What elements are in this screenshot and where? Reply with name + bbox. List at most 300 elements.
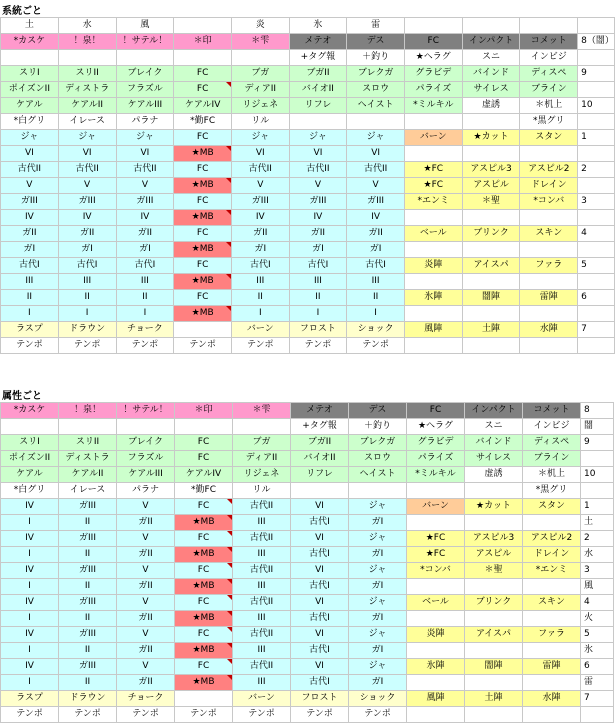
spell-cell[interactable]: ガII (116, 226, 174, 242)
spell-cell[interactable]: テンポ (289, 338, 347, 354)
spell-cell[interactable] (462, 210, 520, 226)
row-level-label[interactable]: 1 (581, 499, 614, 515)
spell-cell[interactable]: II (59, 515, 117, 531)
spell-cell[interactable]: 炎陣 (404, 258, 462, 274)
spell-cell[interactable]: 古代II (347, 162, 405, 178)
spell-cell[interactable]: パライズ (404, 82, 462, 98)
spell-cell[interactable]: ベール (404, 226, 462, 242)
spell-cell[interactable] (462, 242, 520, 258)
spell-cell[interactable]: ★FC (407, 547, 465, 563)
spell-cell[interactable] (462, 114, 520, 130)
spell-cell[interactable]: ガIII (116, 194, 174, 210)
spell-cell[interactable] (175, 691, 233, 707)
spell-cell[interactable]: ジャ (116, 130, 174, 146)
spell-cell[interactable]: ★FC (407, 531, 465, 547)
spell-cell[interactable]: 古代II (116, 162, 174, 178)
spell-cell[interactable]: +タグ報 (289, 50, 347, 66)
spell-cell[interactable]: IV (1, 210, 59, 226)
spell-cell[interactable]: ガIII (59, 627, 117, 643)
spell-cell[interactable]: ガI (116, 242, 174, 258)
spell-cell[interactable]: パラナ (116, 114, 174, 130)
spell-cell[interactable]: I (58, 306, 116, 322)
spell-cell[interactable]: III (289, 274, 347, 290)
spell-cell[interactable]: ショック (347, 322, 405, 338)
spell-cell[interactable]: FC (407, 403, 465, 419)
spell-cell[interactable]: IV (1, 563, 59, 579)
spell-cell[interactable]: VI (291, 627, 349, 643)
spell-cell[interactable] (520, 338, 578, 354)
spell-cell[interactable]: バーン (233, 691, 291, 707)
spell-cell[interactable]: II (58, 290, 116, 306)
spell-cell[interactable]: V (347, 178, 405, 194)
spell-cell[interactable]: FC (174, 82, 232, 98)
spell-cell[interactable]: スリII (59, 435, 117, 451)
spell-cell[interactable]: ディストラ (59, 451, 117, 467)
row-level-label[interactable] (578, 18, 615, 34)
spell-cell[interactable]: I (1, 579, 59, 595)
spell-cell[interactable]: ★MB (174, 306, 232, 322)
spell-cell[interactable]: 古代I (291, 675, 349, 691)
row-level-label[interactable]: 3 (578, 194, 615, 210)
spell-cell[interactable]: ジャ (349, 531, 407, 547)
spell-cell[interactable]: グラビデ (407, 435, 465, 451)
spell-cell[interactable] (174, 322, 232, 338)
spell-cell[interactable]: ガIII (58, 194, 116, 210)
spell-cell[interactable]: メテオ (289, 34, 347, 50)
row-level-label[interactable]: 風 (581, 579, 614, 595)
spell-cell[interactable] (347, 114, 405, 130)
spell-cell[interactable]: II (347, 290, 405, 306)
spell-cell[interactable]: チョーク (117, 691, 175, 707)
spell-cell[interactable]: チョーク (116, 322, 174, 338)
spell-cell[interactable]: ★ヘラグ (407, 419, 465, 435)
spell-cell[interactable]: イレース (58, 114, 116, 130)
spell-cell[interactable]: ★MB (174, 146, 232, 162)
spell-cell[interactable]: ポイズンII (1, 82, 59, 98)
spell-cell[interactable]: ガIII (289, 194, 347, 210)
spell-cell[interactable] (465, 483, 523, 499)
spell-cell[interactable] (407, 643, 465, 659)
spell-cell[interactable]: ガI (347, 242, 405, 258)
spell-cell[interactable]: ジャ (347, 130, 405, 146)
spell-cell[interactable]: テンポ (231, 338, 289, 354)
spell-cell[interactable]: 風陣 (407, 691, 465, 707)
spell-cell[interactable]: 風陣 (404, 322, 462, 338)
spell-cell[interactable]: IV (58, 210, 116, 226)
row-level-label[interactable]: 9 (578, 66, 615, 82)
spell-cell[interactable]: ＊雫 (231, 34, 289, 50)
spell-cell[interactable]: 雷陣 (523, 659, 581, 675)
spell-cell[interactable]: IV (116, 210, 174, 226)
spell-cell[interactable]: ＊印 (174, 34, 232, 50)
spell-cell[interactable]: 水陣 (520, 322, 578, 338)
row-level-label[interactable]: 6 (578, 290, 615, 306)
spell-cell[interactable]: 土陣 (465, 691, 523, 707)
spell-cell[interactable]: ショック (349, 691, 407, 707)
spell-cell[interactable]: ＊聖 (462, 194, 520, 210)
row-level-label[interactable]: 闇 (581, 419, 614, 435)
spell-cell[interactable]: ガI (349, 611, 407, 627)
spell-cell[interactable]: テンポ (233, 707, 291, 723)
spell-cell[interactable]: テンポ (174, 338, 232, 354)
spell-cell[interactable]: ★MB (175, 515, 233, 531)
spell-cell[interactable] (58, 50, 116, 66)
spell-cell[interactable]: ファラ (523, 627, 581, 643)
spell-cell[interactable]: バーン (404, 130, 462, 146)
spell-cell[interactable]: VI (291, 595, 349, 611)
spell-cell[interactable]: VI (291, 499, 349, 515)
spell-cell[interactable]: FC (175, 499, 233, 515)
spell-cell[interactable] (462, 146, 520, 162)
spell-cell[interactable]: アスピル (462, 178, 520, 194)
spell-cell[interactable]: 土 (1, 18, 59, 34)
row-level-label[interactable]: 7 (578, 322, 615, 338)
spell-cell[interactable] (404, 210, 462, 226)
spell-cell[interactable]: テンポ (58, 338, 116, 354)
spell-cell[interactable] (407, 483, 465, 499)
spell-cell[interactable]: 古代I (58, 258, 116, 274)
spell-cell[interactable]: ガI (349, 643, 407, 659)
spell-cell[interactable]: *コンバ (407, 563, 465, 579)
spell-cell[interactable]: ガIII (231, 194, 289, 210)
row-level-label[interactable] (578, 338, 615, 354)
spell-cell[interactable]: ★MB (175, 643, 233, 659)
spell-cell[interactable] (233, 419, 291, 435)
spell-cell[interactable]: III (233, 675, 291, 691)
spell-cell[interactable]: *白グリ (1, 483, 59, 499)
spell-cell[interactable]: V (117, 595, 175, 611)
spell-cell[interactable]: 古代II (233, 627, 291, 643)
spell-cell[interactable] (465, 611, 523, 627)
spell-cell[interactable]: IV (289, 210, 347, 226)
spell-cell[interactable]: 雷 (347, 18, 405, 34)
spell-cell[interactable]: 古代II (233, 499, 291, 515)
spell-cell[interactable]: ！サテル！ (116, 34, 174, 50)
spell-cell[interactable] (407, 579, 465, 595)
spell-cell[interactable]: 闇陣 (465, 659, 523, 675)
spell-cell[interactable]: ガI (349, 515, 407, 531)
spell-cell[interactable] (520, 210, 578, 226)
spell-cell[interactable]: *勤FC (175, 483, 233, 499)
spell-cell[interactable]: ★MB (174, 242, 232, 258)
spell-cell[interactable]: FC (175, 659, 233, 675)
spell-cell[interactable]: 古代I (291, 643, 349, 659)
spell-cell[interactable] (289, 114, 347, 130)
spell-cell[interactable]: ガII (1, 226, 59, 242)
spell-cell[interactable] (523, 579, 581, 595)
row-level-label[interactable] (578, 146, 615, 162)
spell-cell[interactable]: バイオII (289, 82, 347, 98)
spell-cell[interactable]: *エンミ (523, 563, 581, 579)
spell-cell[interactable]: 古代II (233, 595, 291, 611)
spell-cell[interactable]: ガIII (347, 194, 405, 210)
row-level-label[interactable]: 4 (581, 595, 614, 611)
spell-cell[interactable]: 水 (58, 18, 116, 34)
spell-cell[interactable]: ガII (117, 579, 175, 595)
spell-cell[interactable]: ★MB (175, 547, 233, 563)
spell-cell[interactable]: FC (174, 226, 232, 242)
spell-cell[interactable] (407, 515, 465, 531)
row-level-label[interactable] (578, 178, 615, 194)
spell-cell[interactable]: *白グリ (1, 114, 59, 130)
spell-cell[interactable]: II (59, 547, 117, 563)
spell-cell[interactable]: スタン (520, 130, 578, 146)
spell-cell[interactable]: ＋釣り (349, 419, 407, 435)
spell-cell[interactable] (523, 675, 581, 691)
spell-cell[interactable]: 闇陣 (462, 290, 520, 306)
spell-cell[interactable]: ガII (117, 643, 175, 659)
spell-cell[interactable]: IV (347, 210, 405, 226)
spell-cell[interactable]: FC (175, 435, 233, 451)
spell-cell[interactable]: +タグ報 (291, 419, 349, 435)
row-level-label[interactable] (578, 242, 615, 258)
spell-cell[interactable]: *カスケ (1, 34, 59, 50)
row-level-label[interactable]: 8 (581, 403, 614, 419)
spell-cell[interactable]: I (1, 547, 59, 563)
spell-cell[interactable] (349, 483, 407, 499)
spell-cell[interactable]: ＊印 (175, 403, 233, 419)
spell-cell[interactable] (117, 419, 175, 435)
spell-cell[interactable]: ジャ (289, 130, 347, 146)
spell-cell[interactable]: ガII (289, 226, 347, 242)
spell-cell[interactable]: ケアルIV (175, 467, 233, 483)
spell-cell[interactable]: デス (349, 403, 407, 419)
spell-cell[interactable]: VI (291, 563, 349, 579)
row-level-label[interactable]: 2 (581, 531, 614, 547)
spell-cell[interactable]: ★カット (462, 130, 520, 146)
spell-cell[interactable]: FC (174, 258, 232, 274)
spell-cell[interactable]: デス (347, 34, 405, 50)
spell-cell[interactable]: FC (174, 130, 232, 146)
spell-cell[interactable]: *ミルキル (404, 98, 462, 114)
spell-cell[interactable]: VI (289, 146, 347, 162)
spell-cell[interactable]: テンポ (349, 707, 407, 723)
spell-cell[interactable] (462, 306, 520, 322)
spell-cell[interactable]: ドレイン (523, 547, 581, 563)
spell-cell[interactable]: 氷 (289, 18, 347, 34)
spell-cell[interactable]: ガIII (59, 563, 117, 579)
spell-cell[interactable] (462, 338, 520, 354)
spell-cell[interactable]: ジャ (349, 499, 407, 515)
spell-cell[interactable]: ガII (117, 611, 175, 627)
spell-cell[interactable]: III (231, 274, 289, 290)
row-level-label[interactable]: 5 (578, 258, 615, 274)
spell-cell[interactable]: ラスプ (1, 691, 59, 707)
spell-cell[interactable]: 古代II (233, 563, 291, 579)
spell-cell[interactable]: ドラウン (58, 322, 116, 338)
spell-cell[interactable]: スキン (520, 226, 578, 242)
spell-cell[interactable] (175, 419, 233, 435)
spell-cell[interactable]: ★FC (404, 178, 462, 194)
spell-cell[interactable]: ディスペ (520, 66, 578, 82)
spell-cell[interactable]: ＊机上 (523, 467, 581, 483)
spell-cell[interactable]: ガIII (59, 595, 117, 611)
spell-cell[interactable]: リジェネ (233, 467, 291, 483)
spell-cell[interactable]: II (59, 579, 117, 595)
spell-cell[interactable]: VI (291, 659, 349, 675)
spell-cell[interactable]: リフレ (291, 467, 349, 483)
spell-cell[interactable] (404, 274, 462, 290)
spell-cell[interactable]: アスピル3 (465, 531, 523, 547)
spell-cell[interactable]: スロウ (349, 451, 407, 467)
spell-cell[interactable]: ＊机上 (520, 98, 578, 114)
spell-cell[interactable]: ガIII (59, 659, 117, 675)
spell-cell[interactable]: IV (1, 531, 59, 547)
spell-cell[interactable]: リジェネ (231, 98, 289, 114)
spell-cell[interactable]: リフレ (289, 98, 347, 114)
spell-cell[interactable]: III (58, 274, 116, 290)
spell-cell[interactable]: ブリンク (462, 226, 520, 242)
spell-cell[interactable]: *ミルキル (407, 467, 465, 483)
row-level-label[interactable]: 2 (578, 162, 615, 178)
spell-cell[interactable]: ジャ (231, 130, 289, 146)
spell-cell[interactable]: FC (174, 290, 232, 306)
spell-cell[interactable]: ケアルIII (116, 98, 174, 114)
row-level-label[interactable]: 5 (581, 627, 614, 643)
spell-cell[interactable]: ケアル (1, 98, 59, 114)
spell-cell[interactable]: ブガ (233, 435, 291, 451)
spell-cell[interactable] (407, 707, 465, 723)
spell-cell[interactable]: FC (404, 34, 462, 50)
spell-cell[interactable]: バインド (462, 66, 520, 82)
spell-cell[interactable]: ガI (349, 579, 407, 595)
spell-cell[interactable]: III (116, 274, 174, 290)
spell-cell[interactable]: V (117, 563, 175, 579)
spell-cell[interactable]: FC (175, 531, 233, 547)
spell-cell[interactable]: ジャ (1, 130, 59, 146)
spell-cell[interactable]: ディアII (231, 82, 289, 98)
spell-cell[interactable]: ★MB (174, 274, 232, 290)
spell-cell[interactable]: テンポ (347, 338, 405, 354)
spell-cell[interactable] (462, 18, 520, 34)
spell-cell[interactable]: 氷陣 (404, 290, 462, 306)
spell-cell[interactable]: スリII (58, 66, 116, 82)
spell-cell[interactable]: ★MB (175, 611, 233, 627)
spell-cell[interactable]: アイスパ (462, 258, 520, 274)
spell-cell[interactable]: ドラウン (59, 691, 117, 707)
spell-cell[interactable] (465, 707, 523, 723)
spell-cell[interactable]: ★MB (175, 579, 233, 595)
row-level-label[interactable]: 氷 (581, 643, 614, 659)
spell-cell[interactable]: 古代II (233, 659, 291, 675)
row-level-label[interactable] (578, 50, 615, 66)
spell-cell[interactable]: II (289, 290, 347, 306)
spell-cell[interactable] (407, 611, 465, 627)
spell-cell[interactable]: リル (233, 483, 291, 499)
spell-cell[interactable]: バーン (407, 499, 465, 515)
spell-cell[interactable] (465, 579, 523, 595)
spell-cell[interactable]: III (233, 547, 291, 563)
row-level-label[interactable]: 7 (581, 691, 614, 707)
spell-cell[interactable]: I (1, 675, 59, 691)
spell-cell[interactable]: I (1, 611, 59, 627)
spell-cell[interactable]: ★カット (465, 499, 523, 515)
row-level-label[interactable]: 8（闇） (578, 34, 615, 50)
spell-cell[interactable]: スキン (523, 595, 581, 611)
spell-cell[interactable]: 虚誘 (462, 98, 520, 114)
spell-cell[interactable]: VI (58, 146, 116, 162)
spell-cell[interactable]: II (116, 290, 174, 306)
spell-cell[interactable]: アスピル3 (462, 162, 520, 178)
spell-cell[interactable]: ガI (58, 242, 116, 258)
spell-cell[interactable] (520, 274, 578, 290)
row-level-label[interactable]: 1 (578, 130, 615, 146)
spell-cell[interactable]: V (116, 178, 174, 194)
spell-cell[interactable]: *黒グリ (523, 483, 581, 499)
spell-cell[interactable]: パライズ (407, 451, 465, 467)
spell-cell[interactable]: V (58, 178, 116, 194)
spell-cell[interactable] (523, 611, 581, 627)
spell-cell[interactable] (523, 707, 581, 723)
spell-cell[interactable] (404, 242, 462, 258)
spell-cell[interactable] (116, 50, 174, 66)
spell-cell[interactable]: 氷陣 (407, 659, 465, 675)
spell-cell[interactable]: IV (1, 499, 59, 515)
spell-cell[interactable]: ジャ (58, 130, 116, 146)
spell-cell[interactable]: インビジ (523, 419, 581, 435)
spell-cell[interactable]: スリI (1, 66, 59, 82)
spell-cell[interactable] (462, 274, 520, 290)
row-level-label[interactable] (581, 451, 614, 467)
spell-cell[interactable]: ジャ (349, 595, 407, 611)
spell-cell[interactable]: ブガII (291, 435, 349, 451)
spell-cell[interactable]: ガI (231, 242, 289, 258)
spell-cell[interactable]: 古代I (289, 258, 347, 274)
spell-cell[interactable]: ブレクガ (347, 66, 405, 82)
spell-cell[interactable]: 古代I (291, 547, 349, 563)
spell-cell[interactable]: ガII (117, 547, 175, 563)
spell-cell[interactable]: *エンミ (404, 194, 462, 210)
spell-cell[interactable]: サイレス (465, 451, 523, 467)
spell-cell[interactable]: フラズル (117, 451, 175, 467)
spell-cell[interactable]: スリI (1, 435, 59, 451)
spell-cell[interactable]: *勤FC (174, 114, 232, 130)
spell-cell[interactable]: メテオ (291, 403, 349, 419)
spell-cell[interactable]: スニ (462, 50, 520, 66)
spell-cell[interactable] (520, 242, 578, 258)
spell-cell[interactable]: ！泉！ (58, 34, 116, 50)
spell-cell[interactable] (407, 675, 465, 691)
spell-cell[interactable] (465, 643, 523, 659)
spell-cell[interactable]: 古代II (58, 162, 116, 178)
spell-cell[interactable]: II (231, 290, 289, 306)
spell-cell[interactable]: II (59, 611, 117, 627)
spell-cell[interactable]: 古代II (289, 162, 347, 178)
spell-cell[interactable]: I (116, 306, 174, 322)
spell-cell[interactable]: フラズル (116, 82, 174, 98)
spell-cell[interactable]: ベール (407, 595, 465, 611)
spell-cell[interactable] (174, 50, 232, 66)
spell-cell[interactable]: ケアル (1, 467, 59, 483)
spell-cell[interactable]: ！泉！ (59, 403, 117, 419)
spell-cell[interactable] (404, 338, 462, 354)
row-level-label[interactable] (578, 306, 615, 322)
spell-cell[interactable]: ケアルII (58, 98, 116, 114)
spell-cell[interactable]: V (1, 178, 59, 194)
spell-cell[interactable] (231, 50, 289, 66)
spell-cell[interactable]: FC (175, 451, 233, 467)
row-level-label[interactable] (578, 82, 615, 98)
spell-cell[interactable]: テンポ (291, 707, 349, 723)
spell-cell[interactable]: アイスパ (465, 627, 523, 643)
spell-cell[interactable]: テンポ (117, 707, 175, 723)
spell-cell[interactable]: インパクト (465, 403, 523, 419)
spell-cell[interactable]: ガII (347, 226, 405, 242)
spell-cell[interactable]: *コンバ (520, 194, 578, 210)
spell-cell[interactable]: FC (175, 627, 233, 643)
spell-cell[interactable]: ブレイク (117, 435, 175, 451)
spell-cell[interactable]: 古代I (291, 515, 349, 531)
